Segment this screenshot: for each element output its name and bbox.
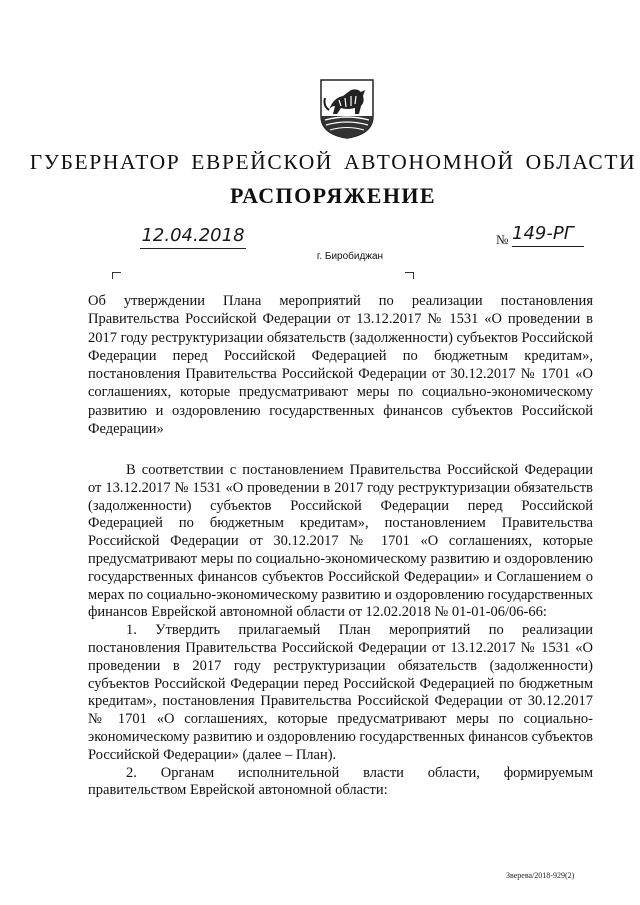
clause-2-paragraph: 2. Органам исполнительной власти области, формируемым правительством Еврейской автономной области: bbox=[88, 764, 593, 799]
issuing-authority: ГУБЕРНАТОР ЕВРЕЙСКОЙ АВТОНОМНОЙ ОБЛАСТИ bbox=[29, 150, 637, 174]
coat-of-arms-icon bbox=[317, 76, 377, 140]
preamble-paragraph: В соответствии с постановлением Правительства Российской Федерации от 13.12.2017 № 1531 «О проведении в 2017 году реструктуризации обязательств (задолженности) субъектов Российской Федерации перед Российской Федерацией по бюджетным кредитам», постановлением Правительства Российской Федерации от 30.12.2017 № 1701 «О соглашениях, которые предусматривают меры по социально-экономическому развитию и оздоровлению государственных финансов субъектов Российской Федерации» и Соглашением о мерах по социально-экономическому развитию и оздоровлению государственных финансов Еврейской автономной области от 12.02.2018 № 01-01-06/06-66: bbox=[88, 462, 594, 621]
author-reference: Зверева/2018-929(2) bbox=[506, 871, 575, 880]
document-title: Об утверждении Плана мероприятий по реализации постановления Правительства Российской Федерации от 13.12.2017 № 1531 «О проведении в 2017 году реструктуризации обязательств (задолженности) субъектов Российской Федерации перед Российской Федерацией по бюджетным кредитам», постановления Правительства Российской Федерации от 30.12.2017 № 1701 «О соглашениях, которые предусматривают меры по социально-экономическому развитию и оздоровлению государственных финансов субъектов Российской Федерации» bbox=[88, 293, 593, 438]
city-label: г. Биробиджан bbox=[316, 251, 384, 262]
document-body bbox=[88, 462, 593, 800]
number-label: № bbox=[496, 232, 509, 247]
document-type: РАСПОРЯЖЕНИЕ bbox=[230, 183, 436, 208]
clause-1-paragraph: 1. Утвердить прилагаемый План мероприятий по реализации постановления Правительства Российской Федерации от 13.12.2017 № 1531 «О проведении в 2017 году реструктуризации обязательств (задолженности) субъектов Российской Федерации перед Российской Федерацией по бюджетным кредитам», постановления Правительства Российской Федерации от 30.12.2017 № 1701 «О соглашениях, которые предусматривают меры по социально-экономическому развитию и оздоровлению государственных финансов субъектов Российской Федерации» (далее – План). bbox=[88, 622, 593, 763]
document-date: 12.04.2018 bbox=[140, 226, 246, 249]
document-number: 149-РГ bbox=[512, 224, 584, 247]
title-bracket-right bbox=[405, 272, 414, 279]
title-bracket-left bbox=[112, 272, 121, 279]
